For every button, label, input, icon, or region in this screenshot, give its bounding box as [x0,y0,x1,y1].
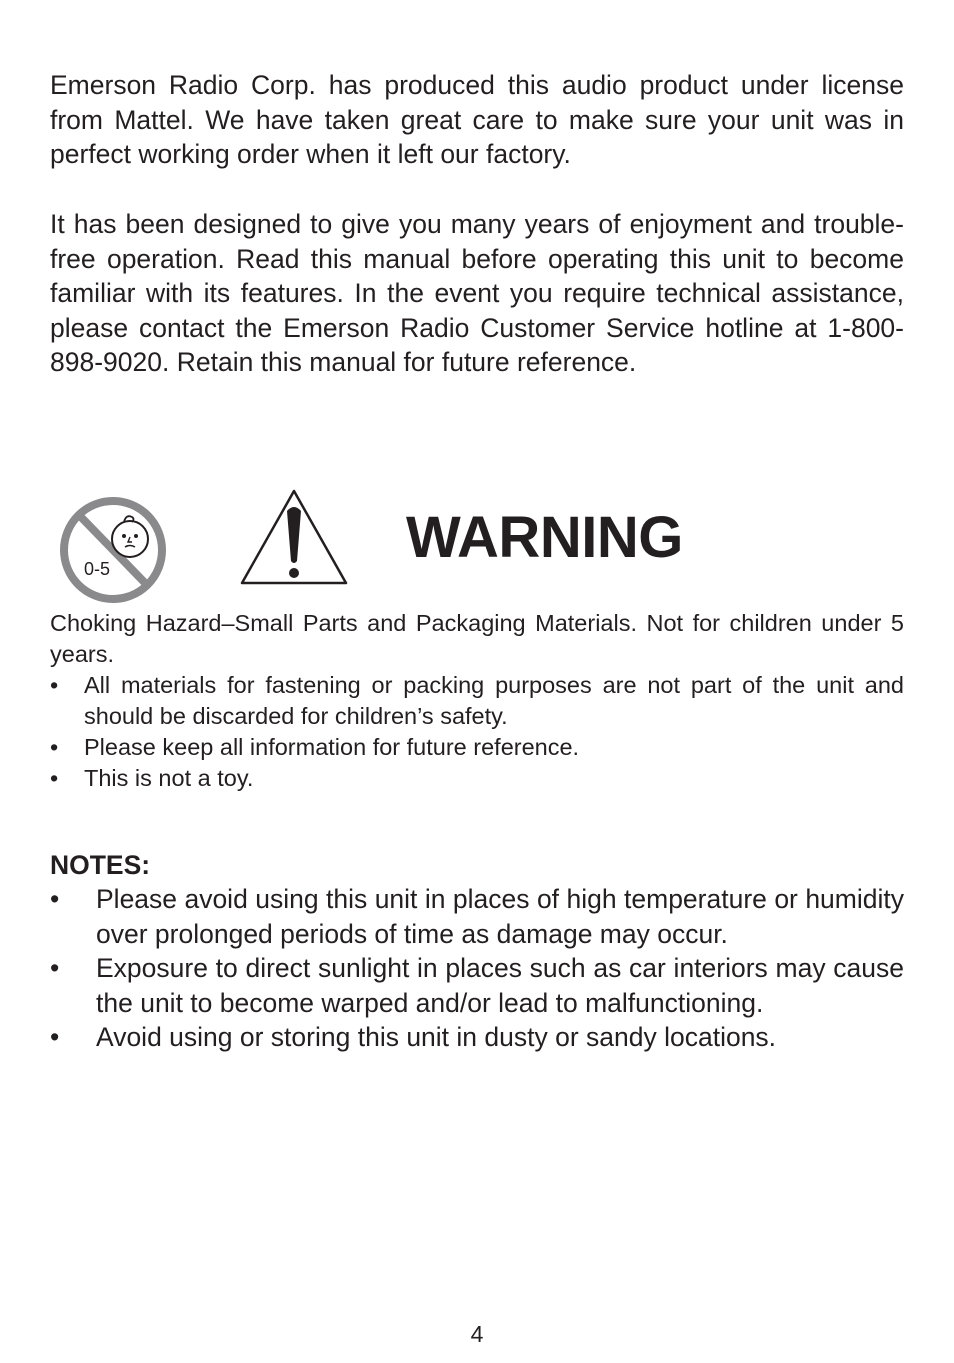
intro-paragraph-2: It has been designed to give you many years of enjoyment and trouble-free operation. Read this manual before operating this unit to become familiar with its features. In the event you require technical assistance, please contact the Emerson Radio Customer Service hotline at 1-800-898-9020. Retain this manual for future reference. [50,209,904,378]
bullet: • [50,884,60,914]
no-children-under-age-icon [58,494,168,606]
intro-paragraph-1: Emerson Radio Corp. has produced this audio product under license from Mattel. We have taken great care to make sure your unit was in perfect working order when it left our factory. [50,70,904,170]
warning-triangle-icon [238,487,350,587]
list-item: • Exposure to direct sunlight in places such as car interiors may cause the unit to become warped and/or lead to malfunctioning. [50,953,904,1018]
warning-bullet-list [50,670,904,794]
bullet: • [50,672,59,698]
list-item: • This is not a toy. [50,763,904,794]
notes-heading: NOTES: [50,850,151,880]
bullet: • [50,765,59,791]
page-number: 4 [470,1321,484,1347]
list-item: • All materials for fastening or packing purposes are not part of the unit and should be discarded for children’s safety. [50,672,904,729]
bullet: • [50,1022,60,1053]
notes-list [50,882,904,1055]
bullet: • [50,953,60,984]
list-item: • Please keep all information for future reference. [50,732,904,763]
list-item: • Please avoid using this unit in places of high temperature or humidity over prolonged periods of time as damage may occur. [50,884,904,949]
choking-hazard-text: Choking Hazard–Small Parts and Packaging Materials. Not for children under 5 years. [50,610,904,667]
list-item: • Avoid using or storing this unit in dusty or sandy locations. [50,1020,904,1055]
age-label: 0-5 [84,559,111,579]
bullet: • [50,734,59,760]
warning-title: WARNING [406,505,683,570]
